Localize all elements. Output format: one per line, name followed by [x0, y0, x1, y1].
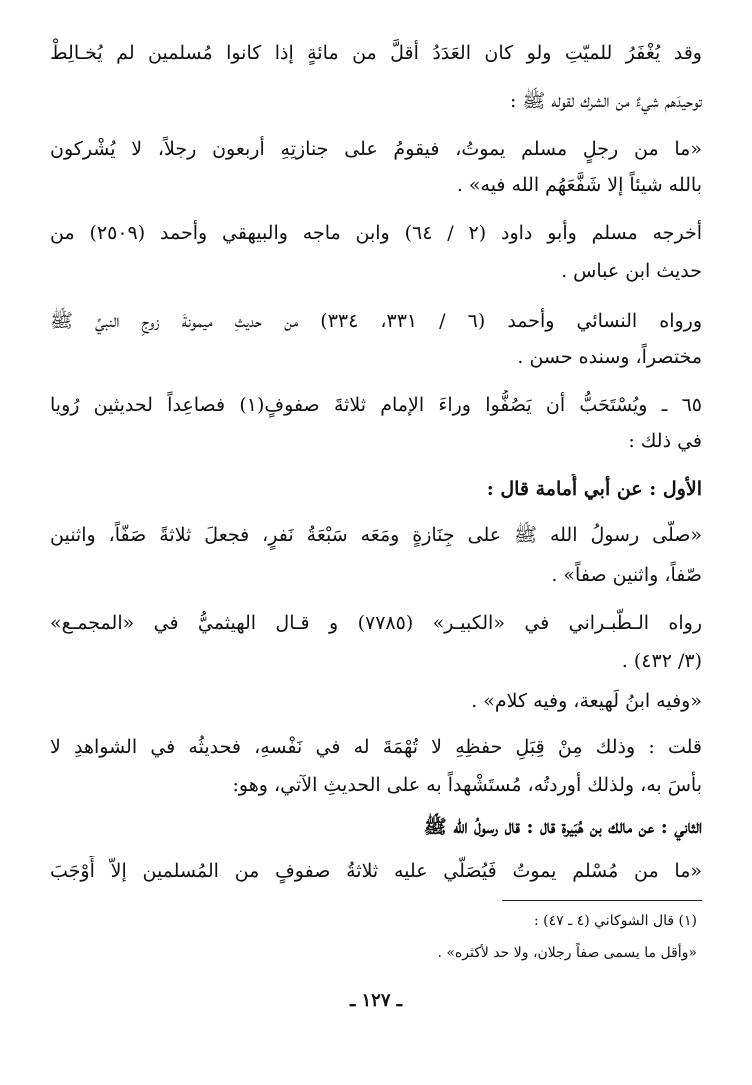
citation-line: (٣/ ٤٣٢) .: [621, 650, 702, 672]
text-line: وقد يُغْفَرُ للميّتِ ولو كان العَدَدُ أقلَّ من مائةٍ إذا كانوا مُسلمين لم يُخـالِطْ: [50, 42, 702, 64]
commentary-line: قلت : وذلك مِنْ قِبَلِ حفظِهِ لا تُهْمَةَ له في نَفْسهِ، فحديثُه في الشواهدِ لا: [50, 736, 702, 758]
footnote-line: «وأقل ما يسمى صفاً رجلان، ولا حد لأكثره» .: [437, 945, 697, 961]
citation-line: رواه الـطّبـراني في «الكبيـر» (٧٧٨٥) و قـال الهيثميُّ في «المجمـع»: [50, 612, 702, 634]
hadith-text-line: صّفاً، واثنين صفاً» .: [551, 564, 702, 586]
citation-line: مختصراً، وسنده حسن .: [517, 346, 702, 368]
hadith-text-line: «ما من رجلٍ مسلم يموتُ، فيقومُ على جنازتِهِ أربعون رجلاً، لا يُشْركون: [50, 138, 702, 160]
citation-line: أخرجه مسلم وأبو داود (٢ / ٦٤) وابن ماجه والبيهقي وأحمد (٢٥٠٩) من: [50, 222, 702, 244]
citation-line: ورواه النسائي وأحمد (٦ / ٣٣١، ٣٣٤) من حديثِ ميمونةَ زوجِ النبيِّ ﷺ: [50, 310, 702, 332]
hadith-text-line: «صلّى رسولُ الله ﷺ على جِنَازةٍ ومَعَه سَبْعَةُ نَفرٍ، فجعلَ ثلاثةً صَفّاً، واثنين: [50, 524, 702, 546]
text-line: توحيدَهم شيءٌ من الشرك لقوله ﷺ :: [509, 90, 702, 112]
ruling-line: ٦٥ ـ ويُسْتَحَبُّ أن يَصُفُّوا وراءَ الإمام ثلاثةَ صفوفٍ(١) فصاعِداً لحديثين رُويا: [50, 394, 702, 416]
hadith-text-line: «ما من مُسْلم يموتُ فَيُصَلّي عليه ثلاثةُ صفوفٍ من المُسلمين إلاّ أَوْجَبَ: [50, 860, 702, 882]
citation-line: حديث ابن عباس .: [561, 260, 702, 282]
page-number: ـ ١٢٧ ـ: [349, 990, 403, 1011]
ruling-line: في ذلك :: [628, 430, 702, 452]
commentary-line: بأسَ به، ولذلك أوردتُه، مُستَشْهداً به على الحديثِ الآتي، وهو:: [232, 774, 702, 796]
first-hadith-heading: الأول : عن أبي أُمامة قال :: [486, 478, 702, 500]
footnote-line: (١) قال الشوكاني (٤ ـ ٤٧) :: [533, 913, 697, 929]
hadith-text-line: بالله شيئاً إلا شَفَّعَهُم الله فيه» .: [456, 174, 702, 196]
footnote-divider: [502, 900, 702, 901]
second-hadith-heading: الثاني : عن مالك بن هُبَيرة قال : قال رسولُ الله ﷺ: [423, 816, 702, 838]
quote-line: «وفيه ابنُ لَهيعة، وفيه كلام» .: [471, 690, 702, 712]
